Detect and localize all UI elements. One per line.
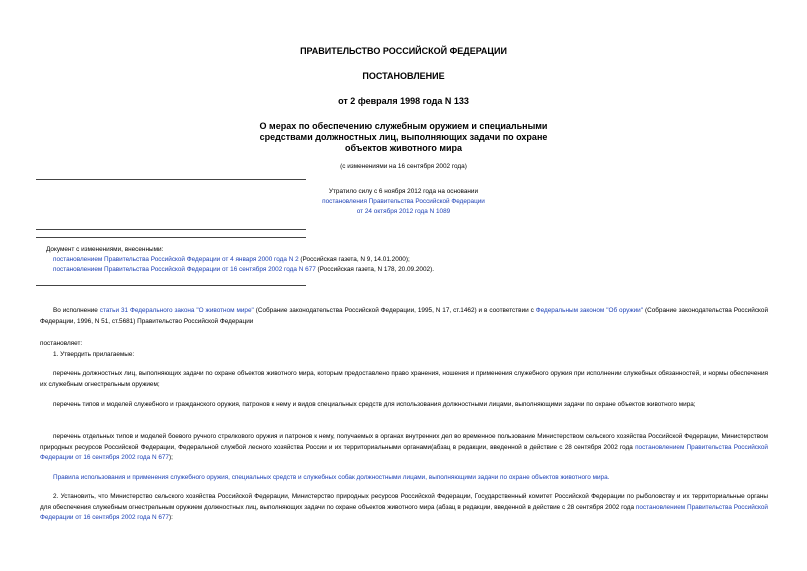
expiry-link-line-1[interactable]: постановления Правительства Российской Федерации bbox=[322, 198, 485, 205]
doc-type-heading: ПОСТАНОВЛЕНИЕ bbox=[362, 71, 445, 81]
title-line-2: средствами должностных лиц, выполняющих задачи по охране bbox=[259, 132, 548, 142]
law-weapons-link[interactable]: Федеральным законом "Об оружии" bbox=[535, 307, 644, 314]
item-2-text: 2. Установить, что Министерство сельского хозяйства Российской Федерации, Министерство природных ресурсов Российской Федерации, Государственный комитет Российской Федерации по рыболовству и их территориальные органы для обеспечения служебным огнестрельным оружием должностных лиц, выполняющих задачи по охране объектов животного мира (абзац в редакции, введенной в действие с 28 сентября 2002 года bbox=[40, 493, 768, 511]
change-source: (Российская газета, N 178, 20.09.2002). bbox=[315, 266, 434, 273]
preamble-text: Во исполнение bbox=[53, 307, 100, 314]
edition-note-end: ); bbox=[169, 454, 173, 461]
decree-word: постановляет: bbox=[40, 340, 83, 347]
item-1: 1. Утвердить прилагаемые: bbox=[53, 351, 135, 358]
amendments-note: (с изменениями на 16 сентября 2002 года) bbox=[340, 163, 467, 170]
amendment-link[interactable]: постановлением Правительства Российской Федерации от 16 сентября 2002 года N 677 bbox=[40, 503, 768, 521]
amendment-link[interactable]: постановлением Правительства Российской Федерации от 16 сентября 2002 года N 677 bbox=[40, 443, 768, 461]
list-item-3-text: перечень отдельных типов и моделей боевого ручного стрелкового оружия и патронов к нему, получаемых в органах внутренних дел во временное пользование Министерством сельского хозяйства Российской Федерации, Министерством природных ресурсов Российской Федерации, Федеральной службой лесного хозяйства России и их территориальными органами bbox=[40, 433, 768, 451]
preamble-text: (Собрание законодательства Российской Федерации, 1995, N 17, ст.1462) и в соответствии с bbox=[253, 307, 536, 314]
divider bbox=[36, 237, 306, 238]
divider bbox=[36, 229, 306, 230]
list-item-1: перечень должностных лиц, выполняющих задачи по охране объектов животного мира, которым предоставлено право хранения, ношения и применения служебного оружия при исполнении служебных обязанностей, и нормы обеспечения их служебным огнестрельным оружием; bbox=[40, 370, 768, 388]
change-item bbox=[53, 265, 434, 275]
changes-intro: Документ с изменениями, внесенными: bbox=[46, 246, 164, 253]
change-source: (Российская газета, N 9, 14.01.2000); bbox=[298, 256, 410, 263]
change-link[interactable]: постановлением Правительства Российской Федерации от 16 сентября 2002 года N 677 bbox=[53, 266, 316, 273]
item-2-end: ): bbox=[169, 514, 173, 521]
list-item-3 bbox=[40, 432, 768, 464]
list-item-2: перечень типов и моделей служебного и гражданского оружия, патронов к нему и видов специальных средств для использования должностными лицами, выполняющими задачи по охране объектов животного мира; bbox=[53, 401, 696, 408]
authority-heading: ПРАВИТЕЛЬСТВО РОССИЙСКОЙ ФЕДЕРАЦИИ bbox=[300, 46, 507, 56]
list-item-4[interactable]: Правила использования и применения служебного оружия, специальных средств и служебных собак должностными лицами, выполняющими задачи по охране объектов животного мира. bbox=[53, 474, 610, 481]
expiry-text: Утратило силу с 6 ноября 2012 года на основании bbox=[328, 188, 479, 195]
divider bbox=[36, 179, 306, 180]
date-number-heading: от 2 февраля 1998 года N 133 bbox=[338, 96, 469, 106]
divider bbox=[36, 285, 306, 286]
title-line-3: объектов животного мира bbox=[344, 143, 463, 153]
change-link[interactable]: постановлением Правительства Российской Федерации от 4 января 2000 года N 2 bbox=[53, 256, 299, 263]
expiry-block bbox=[0, 187, 807, 217]
preamble-text: (Собрание законодательства Российской Федерации, 1996, N 51, ст.5681) Правительство Российской Федерации bbox=[40, 307, 769, 325]
title-line-1: О мерах по обеспечению служебным оружием и специальными bbox=[259, 121, 548, 131]
change-item bbox=[53, 255, 410, 265]
document-title bbox=[0, 121, 807, 154]
law-wildlife-link[interactable]: статьи 31 Федерального закона "О животном мире" bbox=[99, 307, 254, 314]
edition-note: (абзац в редакции, введенной в действие с 28 сентября 2002 года bbox=[431, 443, 636, 451]
expiry-link-line-2[interactable]: от 24 октября 2012 года N 1089 bbox=[356, 208, 451, 215]
preamble-paragraph bbox=[40, 306, 768, 327]
item-2 bbox=[40, 492, 768, 524]
